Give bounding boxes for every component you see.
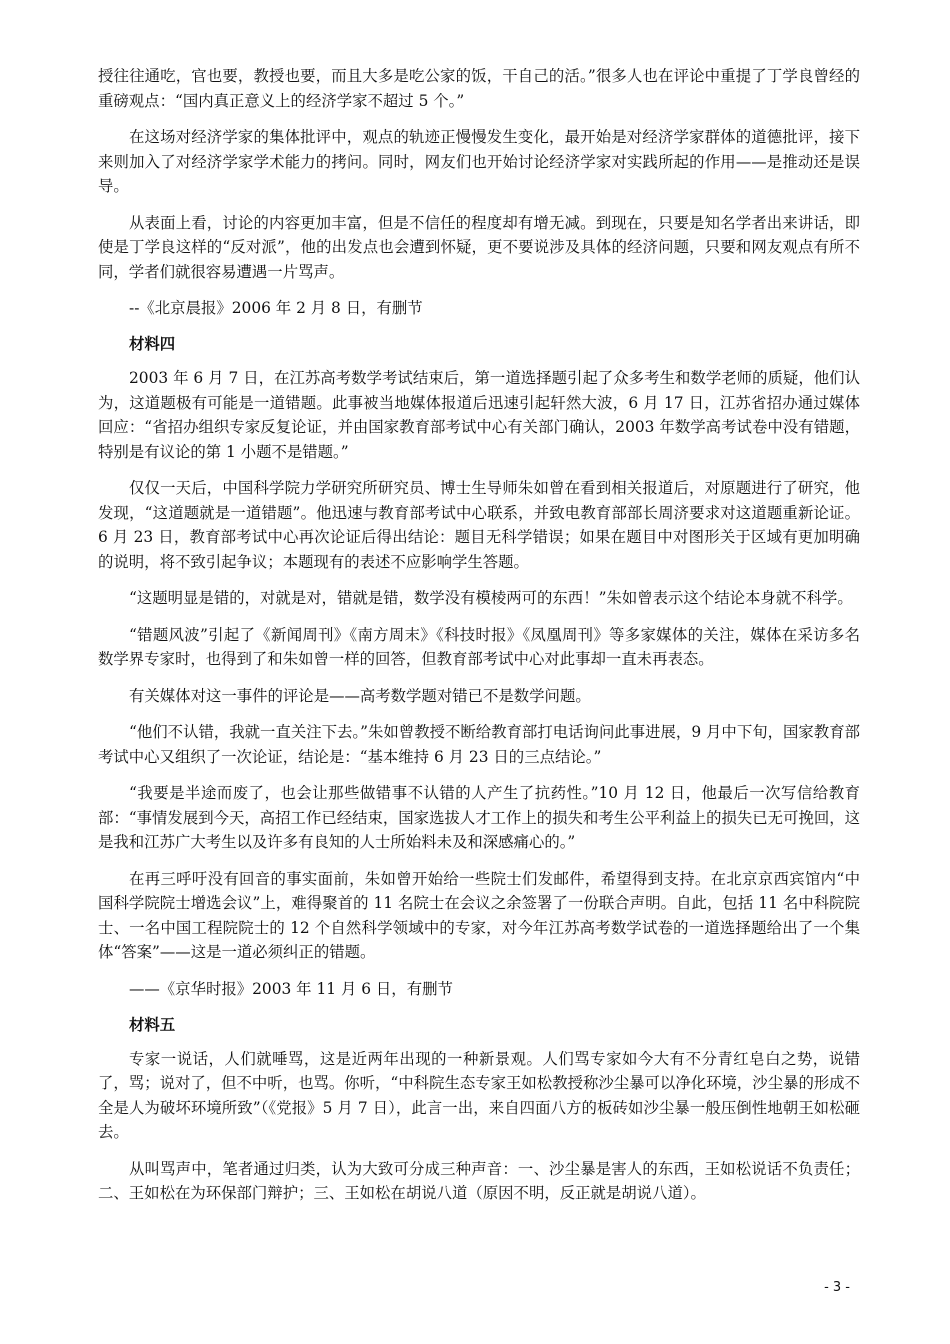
paragraph-continued: 授往往通吃，官也要，教授也要，而且大多是吃公家的饭，干自己的活。”很多人也在评论中重提了丁学良曾经的重磅观点：“国内真正意义上的经济学家不超过 5 个。”: [98, 67, 860, 110]
paragraph: “错题风波”引起了《新闻周刊》《南方周末》《科技时报》《凤凰周刊》等多家媒体的关注，媒体在采访多名数学界专家时，也得到了和朱如曾一样的回答，但教育部考试中心对此事却一直未再表态。: [98, 625, 860, 668]
paragraph: 仅仅一天后，中国科学院力学研究所研究员、博士生导师朱如曾在看到相关报道后，对原题进行了研究，他发现，“这道题就是一道错题”。他迅速与教育部考试中心联系，并致电教育部部长周济要求对这道题重新论证。6 月 23 日，教育部考试中心再次论证后得出结论：题目无科学错误；如果在题目中对图形关于区域有更加明确的说明，将不致引起争议；本题现有的表述不应影响学生答题。: [98, 479, 860, 571]
paragraph: “这题明显是错的，对就是对，错就是错，数学没有模棱两可的东西！”朱如曾表示这个结论本身就不科学。: [129, 589, 853, 607]
paragraph: “他们不认错，我就一直关注下去。”朱如曾教授不断给教育部打电话询问此事进展，9 月中下旬，国家教育部考试中心又组织了一次论证，结论是：“基本维持 6 月 23 日的三点结论。”: [98, 723, 860, 766]
paragraph: 从叫骂声中，笔者通过归类，认为大致可分成三种声音：一、沙尘暴是害人的东西，王如松说话不负责任；二、王如松在为环保部门辩护；三、王如松在胡说八道（原因不明，反正就是胡说八道）。: [98, 1159, 860, 1202]
paragraph: 在这场对经济学家的集体批评中，观点的轨迹正慢慢发生变化，最开始是对经济学家群体的道德批评，接下来则加入了对经济学家学术能力的拷问。同时，网友们也开始讨论经济学家对实践所起的作用——是推动还是误导。: [98, 128, 860, 195]
source-citation: --《北京晨报》2006 年 2 月 8 日，有删节: [129, 299, 423, 317]
paragraph: “我要是半途而废了，也会让那些做错事不认错的人产生了抗药性。”10 月 12 日，他最后一次写信给教育部：“事情发展到今天，高招工作已经结束，国家选拔人才工作上的损失和考生公平利益上的损失已无可挽回，这是我和江苏广大考生以及许多有良知的人士所始料未及和深感痛心的。”: [98, 784, 861, 851]
section-heading-material-4: 材料四: [129, 335, 176, 353]
section-heading-material-5: 材料五: [129, 1015, 176, 1034]
paragraph: 在再三呼吁没有回音的事实面前，朱如曾开始给一些院士们发邮件，希望得到支持。在北京京西宾馆内“中国科学院院士增选会议”上，难得聚首的 11 名院士在会议之余签署了一份联合声明。自此，包括 11 名中科院院士、一名中国工程院院士的 12 个自然科学领域中的专家，对今年江苏高考数学试卷的一道选择题给出了一个集体“答案”——这是一道必须纠正的错题。: [98, 869, 860, 961]
source-citation: ——《京华时报》2003 年 11 月 6 日，有删节: [129, 979, 453, 998]
paragraph: 有关媒体对这一事件的评论是——高考数学题对错已不是数学问题。: [129, 686, 591, 705]
paragraph: 从表面上看，讨论的内容更加丰富，但是不信任的程度却有增无减。到现在，只要是知名学者出来讲话，即使是丁学良这样的“反对派”，他的出发点也会遭到怀疑，更不要说涉及具体的经济问题，只要和网友观点有所不同，学者们就很容易遭遇一片骂声。: [98, 213, 860, 281]
page-number: - 3 -: [824, 1280, 850, 1295]
paragraph: 专家一说话，人们就唾骂，这是近两年出现的一种新景观。人们骂专家如今大有不分青红皂白之势，说错了，骂；说对了，但不中听，也骂。你听，“中科院生态专家王如松教授称沙尘暴可以净化环境，沙尘暴的形成不全是人为破坏环境所致”（《党报》5 月 7 日），此言一出，来自四面八方的板砖如沙尘暴一般压倒性地朝王如松砸去。: [98, 1049, 861, 1141]
paragraph: 2003 年 6 月 7 日，在江苏高考数学考试结束后，第一道选择题引起了众多考生和数学老师的质疑，他们认为，这道题极有可能是一道错题。此事被当地媒体报道后迅速引起轩然大波，6 月 17 日，江苏省招办通过媒体回应：“省招办组织专家反复论证，并由国家教育部考试中心有关部门确认，2003 年数学高考试卷中没有错题，特别是有议论的第 1 小题不是错题。”: [98, 369, 860, 461]
document-body: [98, 64, 860, 1218]
